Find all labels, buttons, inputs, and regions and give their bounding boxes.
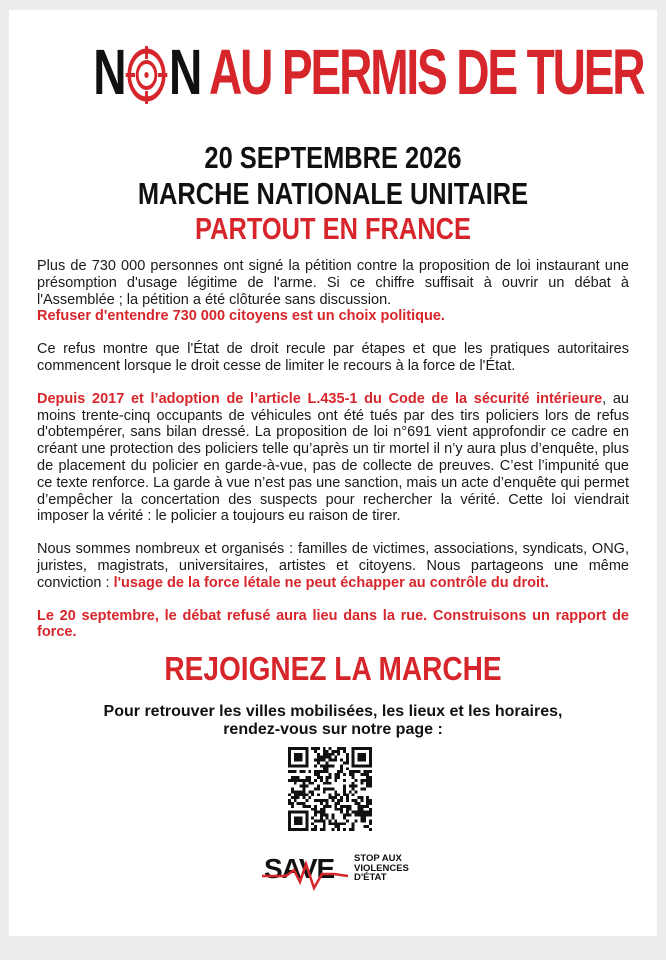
paragraph-4-text: Nous sommes nombreux et organisés : familles de victimes, associations, syndicats, ONG, juristes, magistrats, universitaires, artistes et citoyens. Nous partageons une même conviction : <box>37 541 629 591</box>
event-name: MARCHE NATIONALE UNITAIRE <box>137 176 529 211</box>
paragraph-5 <box>37 608 629 642</box>
paragraph-4-emphasis: l'usage de la force létale ne peut échapper au contrôle du droit. <box>113 574 549 591</box>
event-date: 20 SEPTEMBRE 2026 <box>204 140 462 175</box>
qr-code[interactable] <box>288 747 372 831</box>
paragraph-2-text: Ce refus montre que l'État de droit recule par étapes et que les pratiques autoritaires commencent lorsque le droit cesse de limiter le recours à la force de l'État. <box>37 341 629 374</box>
event-location: PARTOUT EN FRANCE <box>195 211 471 246</box>
call-to-action-title: REJOIGNEZ LA MARCHE <box>164 650 502 687</box>
paragraph-3-text: , au moins trente-cinq occupants de véhicules ont été tués par des tirs policiers lors de refus d'obtempérer, sans bilan dressé. La proposition de loi n°691 vient approfondir ce cadre en créant une protection des policiers telle qu’après un tir mortel il n’y aura plus d’enquête, plus de placement du policier en garde-à-vue, pas de collecte de preuves. C’est l’impunité que ce texte renforce. La garde à vue n’est pas une sanction, mais un acte d’enquête qui permet d’empêcher la concertation des suspects pour rechercher la vérité. Cette loi viendrait imposer la vérité : le policier a toujours eu raison de tirer. <box>37 390 630 525</box>
headline-letter-n2: N <box>168 36 201 108</box>
paragraph-3 <box>37 391 629 525</box>
headline <box>93 36 644 118</box>
headline-slogan: AU PERMIS DE TUER <box>209 36 644 108</box>
body-text <box>37 258 629 657</box>
logo-tagline-3: D'ÉTAT <box>354 872 387 883</box>
paragraph-1 <box>37 258 629 325</box>
logo-tagline <box>354 854 414 883</box>
info-line-2: rendez-vous sur notre page : <box>223 721 443 738</box>
paragraph-2 <box>37 341 629 375</box>
paragraph-5-emphasis: Le 20 septembre, le débat refusé aura lieu dans la rue. Construisons un rapport de force. <box>37 607 629 641</box>
paragraph-3-emphasis: Depuis 2017 et l’adoption de l’article L.435-1 du Code de la sécurité intérieure <box>37 390 603 407</box>
info-line-1: Pour retrouver les villes mobilisées, les lieux et les horaires, <box>103 703 563 720</box>
logo-wordmark: SAVE <box>264 853 335 884</box>
paragraph-1-emphasis: Refuser d'entendre 730 000 citoyens est un choix politique. <box>37 308 445 325</box>
call-to-action-info <box>0 703 666 739</box>
headline-letter-n1: N <box>93 36 125 108</box>
paragraph-1-text: Plus de 730 000 personnes ont signé la pétition contre la proposition de loi instaurant une présomption d'usage légitime de l'arme. Si ce chiffre suffisait à ouvrir un débat à l'Assemblée ; la pétition a été clôturée sans discussion. <box>37 258 629 308</box>
target-crosshair-icon <box>126 46 168 118</box>
logo-tagline-2: VIOLENCES <box>354 862 409 874</box>
logo-tagline-1: STOP AUX <box>354 853 402 864</box>
paragraph-4 <box>37 541 629 591</box>
